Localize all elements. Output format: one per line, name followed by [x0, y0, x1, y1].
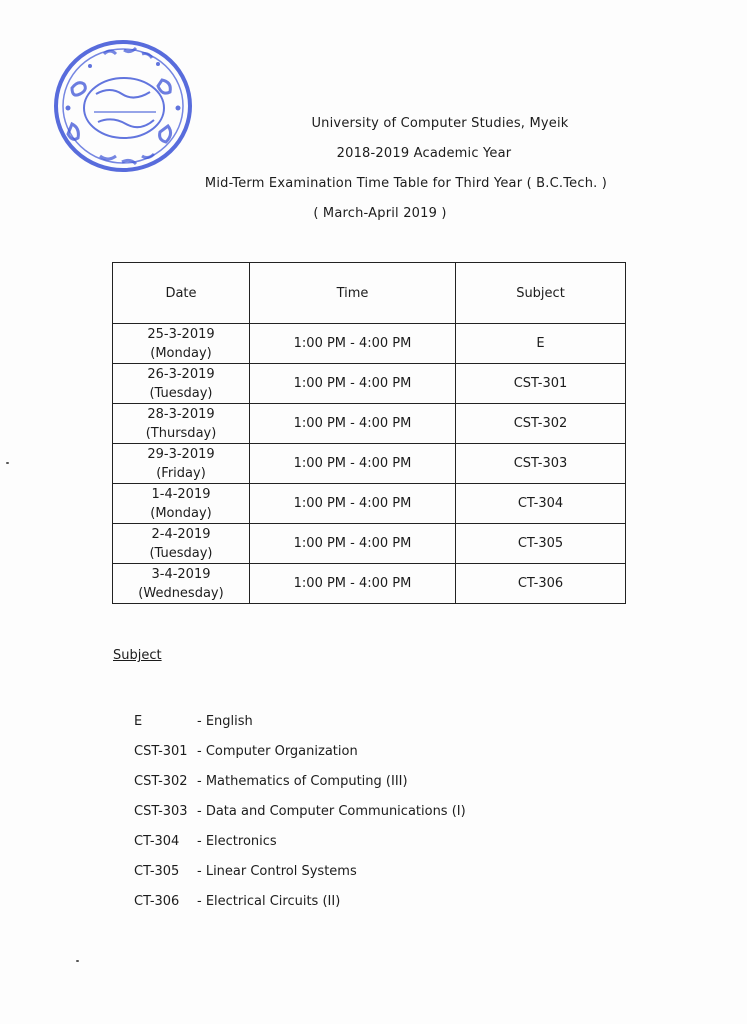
time-cell: 1:00 PM - 4:00 PM: [250, 404, 456, 444]
date-cell: [113, 484, 250, 524]
subject-description: - English: [197, 713, 253, 729]
scan-speck: [6, 462, 9, 464]
subject-description: - Electrical Circuits (II): [197, 893, 341, 909]
list-item: [134, 826, 466, 856]
list-item: [134, 766, 466, 796]
subject-cell: CT-306: [456, 564, 626, 604]
column-header-subject: Subject: [456, 263, 626, 324]
day-value: (Friday): [156, 465, 206, 481]
table-row: [113, 404, 626, 444]
subject-description: - Data and Computer Communications (I): [197, 803, 466, 819]
date-cell: [113, 324, 250, 364]
column-header-date: Date: [113, 263, 250, 324]
subject-cell: CST-302: [456, 404, 626, 444]
day-value: (Tuesday): [149, 545, 213, 561]
list-item: [134, 706, 466, 736]
document-title: Mid-Term Examination Time Table for Third Year ( B.C.Tech. ): [204, 176, 608, 191]
time-cell: 1:00 PM - 4:00 PM: [250, 484, 456, 524]
date-value: 3-4-2019: [151, 566, 211, 582]
scan-speck: [76, 960, 79, 962]
date-value: 28-3-2019: [147, 406, 215, 422]
table-row: [113, 364, 626, 404]
date-cell: [113, 564, 250, 604]
date-value: 1-4-2019: [151, 486, 211, 502]
subject-code: CST-303: [134, 803, 188, 819]
subject-description: - Computer Organization: [197, 743, 358, 759]
column-header-time: Time: [250, 263, 456, 324]
subject-code: E: [134, 713, 143, 729]
academic-year: 2018-2019 Academic Year: [336, 146, 512, 161]
list-item: [134, 856, 466, 886]
list-item: [134, 796, 466, 826]
time-cell: 1:00 PM - 4:00 PM: [250, 564, 456, 604]
day-value: (Monday): [150, 505, 212, 521]
list-item: [134, 736, 466, 766]
time-cell: 1:00 PM - 4:00 PM: [250, 444, 456, 484]
list-item: [134, 886, 466, 916]
date-value: 25-3-2019: [147, 326, 215, 342]
date-value: 2-4-2019: [151, 526, 211, 542]
table-row: [113, 564, 626, 604]
table-row: [113, 444, 626, 484]
subject-code: CT-304: [134, 833, 180, 849]
day-value: (Tuesday): [149, 385, 213, 401]
date-cell: [113, 524, 250, 564]
subject-cell: CT-304: [456, 484, 626, 524]
subject-code: CST-301: [134, 743, 188, 759]
time-cell: 1:00 PM - 4:00 PM: [250, 524, 456, 564]
subject-description: - Electronics: [197, 833, 277, 849]
institution-name: University of Computer Studies, Myeik: [311, 116, 569, 131]
subject-code: CST-302: [134, 773, 188, 789]
legend-title: Subject: [113, 648, 162, 663]
time-cell: 1:00 PM - 4:00 PM: [250, 324, 456, 364]
day-value: (Wednesday): [138, 585, 224, 601]
table-row: [113, 484, 626, 524]
exam-timetable: [112, 262, 626, 604]
time-cell: 1:00 PM - 4:00 PM: [250, 364, 456, 404]
subject-code: CT-305: [134, 863, 180, 879]
date-cell: [113, 404, 250, 444]
date-value: 26-3-2019: [147, 366, 215, 382]
day-value: (Thursday): [145, 425, 217, 441]
subject-cell: E: [456, 324, 626, 364]
date-value: 29-3-2019: [147, 446, 215, 462]
exam-period: ( March-April 2019 ): [313, 206, 447, 221]
date-cell: [113, 364, 250, 404]
day-value: (Monday): [150, 345, 212, 361]
subject-cell: CST-303: [456, 444, 626, 484]
date-cell: [113, 444, 250, 484]
table-row: [113, 524, 626, 564]
table-row: [113, 324, 626, 364]
subject-cell: CST-301: [456, 364, 626, 404]
subject-description: - Linear Control Systems: [197, 863, 357, 879]
subject-description: - Mathematics of Computing (III): [197, 773, 408, 789]
subject-legend-list: [134, 706, 466, 916]
table-header-row: [113, 263, 626, 324]
subject-code: CT-306: [134, 893, 180, 909]
subject-cell: CT-305: [456, 524, 626, 564]
